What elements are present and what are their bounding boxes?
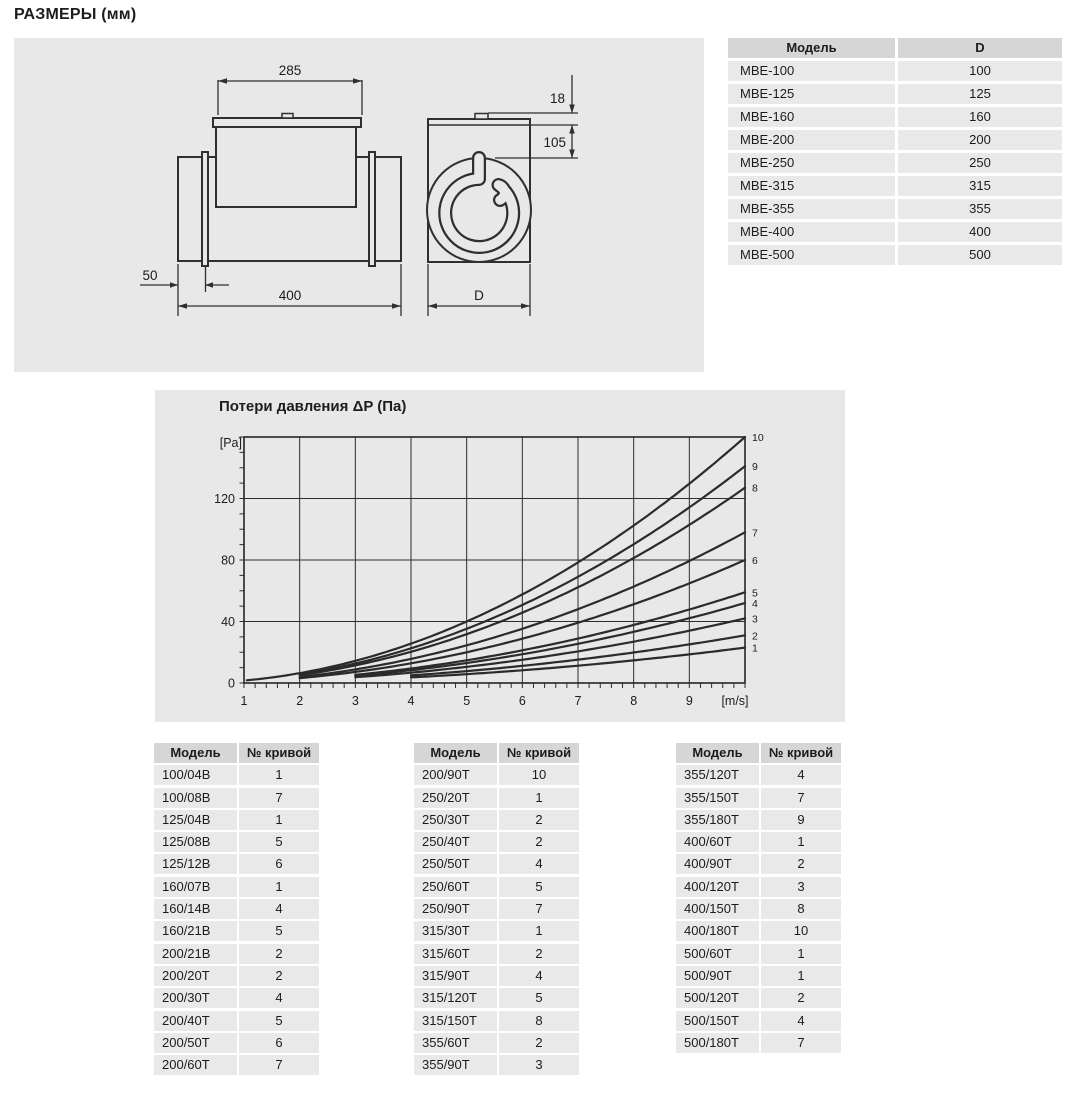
x-tick-label: 4 — [407, 694, 415, 708]
curve-number-label: 3 — [752, 613, 758, 626]
value-cell: 1 — [761, 966, 841, 986]
model-cell: 200/60Т — [154, 1055, 237, 1075]
table-row — [728, 61, 1062, 81]
model-cell: 400/60Т — [676, 832, 759, 852]
table-row — [676, 1011, 841, 1031]
y-tick-label: 120 — [214, 492, 235, 506]
table-row — [728, 153, 1062, 173]
curve-number-label: 10 — [752, 432, 764, 444]
table-row — [728, 130, 1062, 150]
model-cell: 200/21В — [154, 944, 237, 964]
table-row — [414, 899, 579, 919]
value-cell: 355 — [898, 199, 1062, 219]
dim-285: 285 — [278, 63, 302, 78]
table-row — [676, 765, 841, 785]
value-cell: 10 — [499, 765, 579, 785]
model-cell: 315/120Т — [414, 988, 497, 1008]
value-cell: 250 — [898, 153, 1062, 173]
table-row — [154, 1055, 319, 1075]
value-cell: 1 — [499, 788, 579, 808]
column-header: Модель — [676, 743, 759, 763]
model-cell: МВЕ-500 — [728, 245, 895, 265]
table-row — [676, 944, 841, 964]
table-row — [676, 877, 841, 897]
model-cell: 250/30Т — [414, 810, 497, 830]
model-cell: МВЕ-160 — [728, 107, 895, 127]
model-cell: МВЕ-400 — [728, 222, 895, 242]
model-cell: 400/120Т — [676, 877, 759, 897]
table-header-row — [154, 743, 319, 763]
model-cell: 100/08В — [154, 788, 237, 808]
model-cell: 200/40Т — [154, 1011, 237, 1031]
table-row — [154, 921, 319, 941]
value-cell: 5 — [239, 1011, 319, 1031]
table-row — [154, 966, 319, 986]
x-tick-label: 3 — [351, 694, 359, 708]
pressure-loss-chart — [155, 390, 845, 722]
table-row — [676, 899, 841, 919]
table-row — [414, 966, 579, 986]
table-row — [414, 944, 579, 964]
model-cell: 355/150Т — [676, 788, 759, 808]
value-cell: 1 — [239, 810, 319, 830]
model-cell: 355/60Т — [414, 1033, 497, 1053]
value-cell: 2 — [239, 966, 319, 986]
x-tick-label: 5 — [463, 694, 471, 708]
model-cell: 125/08В — [154, 832, 237, 852]
y-tick-label: 40 — [221, 615, 235, 629]
value-cell: 315 — [898, 176, 1062, 196]
column-header: Модель — [154, 743, 237, 763]
dim-D: D — [474, 288, 484, 303]
model-cell: 125/04В — [154, 810, 237, 830]
value-cell: 3 — [761, 877, 841, 897]
table-row — [728, 199, 1062, 219]
table-header-row — [728, 38, 1062, 58]
table-header-row — [414, 743, 579, 763]
table-row — [676, 988, 841, 1008]
value-cell: 7 — [239, 1055, 319, 1075]
value-cell: 2 — [499, 944, 579, 964]
x-unit-label: [m/s] — [721, 694, 749, 708]
value-cell: 1 — [239, 765, 319, 785]
model-cell: 250/40Т — [414, 832, 497, 852]
table-row — [414, 810, 579, 830]
models-diameter-table — [728, 38, 1062, 268]
value-cell: 2 — [499, 1033, 579, 1053]
table-row — [676, 921, 841, 941]
value-cell: 4 — [499, 854, 579, 874]
table-row — [728, 107, 1062, 127]
value-cell: 4 — [761, 1011, 841, 1031]
model-cell: МВЕ-250 — [728, 153, 895, 173]
table-row — [728, 222, 1062, 242]
value-cell: 1 — [239, 877, 319, 897]
column-header: D — [898, 38, 1062, 58]
value-cell: 1 — [761, 944, 841, 964]
value-cell: 4 — [239, 899, 319, 919]
value-cell: 7 — [761, 1033, 841, 1053]
value-cell: 1 — [761, 832, 841, 852]
table-row — [154, 765, 319, 785]
model-cell: МВЕ-200 — [728, 130, 895, 150]
value-cell: 8 — [499, 1011, 579, 1031]
curve-number-label: 9 — [752, 461, 758, 474]
value-cell: 100 — [898, 61, 1062, 81]
model-cell: МВЕ-100 — [728, 61, 895, 81]
flange-left — [202, 152, 208, 266]
table-row — [676, 810, 841, 830]
value-cell: 7 — [499, 899, 579, 919]
model-cell: 200/30Т — [154, 988, 237, 1008]
table-row — [154, 854, 319, 874]
chart-title: Потери давления ΔP (Па) — [219, 398, 407, 415]
curve-number-label: 4 — [752, 598, 758, 611]
curve-number-label: 8 — [752, 482, 758, 495]
value-cell: 5 — [499, 877, 579, 897]
pressure-chart-panel — [155, 390, 845, 722]
curve-number-label: 2 — [752, 630, 758, 643]
model-cell: 160/21В — [154, 921, 237, 941]
curve-10 — [247, 437, 745, 680]
dimensions-drawing-panel — [14, 38, 704, 372]
y-tick-label: 0 — [228, 676, 235, 691]
curve-number-label: 6 — [752, 555, 758, 567]
lid-nub — [282, 114, 293, 119]
curve-table-3 — [676, 743, 841, 1055]
curve-4 — [355, 603, 745, 676]
column-header: Модель — [414, 743, 497, 763]
value-cell: 1 — [499, 921, 579, 941]
value-cell: 6 — [239, 1033, 319, 1053]
flange-right — [369, 152, 375, 266]
model-cell: 355/180Т — [676, 810, 759, 830]
column-header: № кривой — [761, 743, 841, 763]
table-row — [414, 1055, 579, 1075]
model-cell: 400/180Т — [676, 921, 759, 941]
value-cell: 9 — [761, 810, 841, 830]
table-row — [414, 1011, 579, 1031]
x-tick-label: 2 — [296, 694, 304, 708]
table-row — [154, 877, 319, 897]
model-cell: 315/30Т — [414, 921, 497, 941]
front-view — [427, 114, 531, 263]
value-cell: 5 — [239, 832, 319, 852]
model-cell: 500/120Т — [676, 988, 759, 1008]
dim-18: 18 — [549, 91, 565, 106]
model-cell: 200/20Т — [154, 966, 237, 986]
value-cell: 6 — [239, 854, 319, 874]
chart-grid — [240, 437, 746, 688]
column-header: Модель — [728, 38, 895, 58]
value-cell: 4 — [499, 966, 579, 986]
table-row — [154, 988, 319, 1008]
value-cell: 2 — [761, 988, 841, 1008]
model-cell: 160/07В — [154, 877, 237, 897]
junction-box-lid — [213, 118, 361, 127]
page-title: РАЗМЕРЫ (мм) — [14, 6, 137, 23]
dim-105: 105 — [543, 135, 566, 150]
model-cell: 500/90Т — [676, 966, 759, 986]
table-row — [414, 854, 579, 874]
model-cell: 315/60Т — [414, 944, 497, 964]
y-tick-label: 80 — [221, 553, 235, 568]
table-row — [414, 765, 579, 785]
value-cell: 8 — [761, 899, 841, 919]
front-nub — [475, 114, 488, 120]
value-cell: 2 — [499, 810, 579, 830]
table-row — [414, 988, 579, 1008]
value-cell: 200 — [898, 130, 1062, 150]
model-cell: 355/90Т — [414, 1055, 497, 1075]
value-cell: 2 — [239, 944, 319, 964]
value-cell: 500 — [898, 245, 1062, 265]
model-cell: 200/90Т — [414, 765, 497, 785]
table-row — [676, 788, 841, 808]
table-row — [676, 966, 841, 986]
value-cell: 2 — [761, 854, 841, 874]
x-tick-label: 9 — [685, 694, 693, 708]
table-row — [414, 1033, 579, 1053]
model-cell: 500/150Т — [676, 1011, 759, 1031]
x-tick-label: 7 — [574, 694, 582, 708]
table-row — [154, 832, 319, 852]
model-cell: 250/90Т — [414, 899, 497, 919]
x-tick-label: 1 — [240, 694, 248, 708]
curve-table-2 — [414, 743, 579, 1077]
x-tick-label: 6 — [518, 694, 526, 708]
table-row — [154, 944, 319, 964]
table-row — [676, 1033, 841, 1053]
model-cell: МВЕ-355 — [728, 199, 895, 219]
table-row — [676, 832, 841, 852]
model-cell: 100/04В — [154, 765, 237, 785]
model-cell: МВЕ-315 — [728, 176, 895, 196]
value-cell: 2 — [499, 832, 579, 852]
dim-50: 50 — [142, 268, 158, 283]
value-cell: 400 — [898, 222, 1062, 242]
model-cell: МВЕ-125 — [728, 84, 895, 104]
table-row — [154, 1011, 319, 1031]
column-header: № кривой — [499, 743, 579, 763]
value-cell: 7 — [761, 788, 841, 808]
model-cell: 500/180Т — [676, 1033, 759, 1053]
column-header: № кривой — [239, 743, 319, 763]
value-cell: 3 — [499, 1055, 579, 1075]
value-cell: 125 — [898, 84, 1062, 104]
side-view — [178, 114, 401, 267]
x-tick-label: 8 — [630, 694, 638, 708]
table-row — [154, 1033, 319, 1053]
model-cell: 315/150Т — [414, 1011, 497, 1031]
model-cell: 400/90Т — [676, 854, 759, 874]
value-cell: 4 — [761, 765, 841, 785]
model-cell: 125/12В — [154, 854, 237, 874]
model-cell: 200/50Т — [154, 1033, 237, 1053]
table-row — [728, 176, 1062, 196]
value-cell: 10 — [761, 921, 841, 941]
y-unit-label: [Pa] — [219, 436, 242, 450]
dimension-drawing — [14, 38, 704, 372]
table-row — [676, 854, 841, 874]
value-cell: 5 — [239, 921, 319, 941]
model-cell: 250/50Т — [414, 854, 497, 874]
curve-number-label: 5 — [752, 587, 758, 600]
value-cell: 4 — [239, 988, 319, 1008]
model-cell: 315/90Т — [414, 966, 497, 986]
curve-table-1 — [154, 743, 319, 1077]
model-cell: 400/150Т — [676, 899, 759, 919]
table-row — [414, 832, 579, 852]
table-row — [728, 245, 1062, 265]
table-row — [154, 899, 319, 919]
table-row — [414, 877, 579, 897]
model-cell: 500/60Т — [676, 944, 759, 964]
table-row — [728, 84, 1062, 104]
model-cell: 250/60Т — [414, 877, 497, 897]
table-row — [154, 788, 319, 808]
value-cell: 7 — [239, 788, 319, 808]
table-header-row — [676, 743, 841, 763]
value-cell: 160 — [898, 107, 1062, 127]
chart-labels — [214, 432, 764, 708]
curve-number-label: 1 — [752, 642, 758, 655]
junction-box — [216, 127, 356, 207]
model-cell: 355/120Т — [676, 765, 759, 785]
model-cell: 250/20Т — [414, 788, 497, 808]
model-cell: 160/14В — [154, 899, 237, 919]
value-cell: 5 — [499, 988, 579, 1008]
table-row — [414, 788, 579, 808]
curve-number-label: 7 — [752, 527, 758, 540]
table-row — [154, 810, 319, 830]
table-row — [414, 921, 579, 941]
dim-400: 400 — [278, 288, 302, 303]
curves — [247, 437, 745, 680]
